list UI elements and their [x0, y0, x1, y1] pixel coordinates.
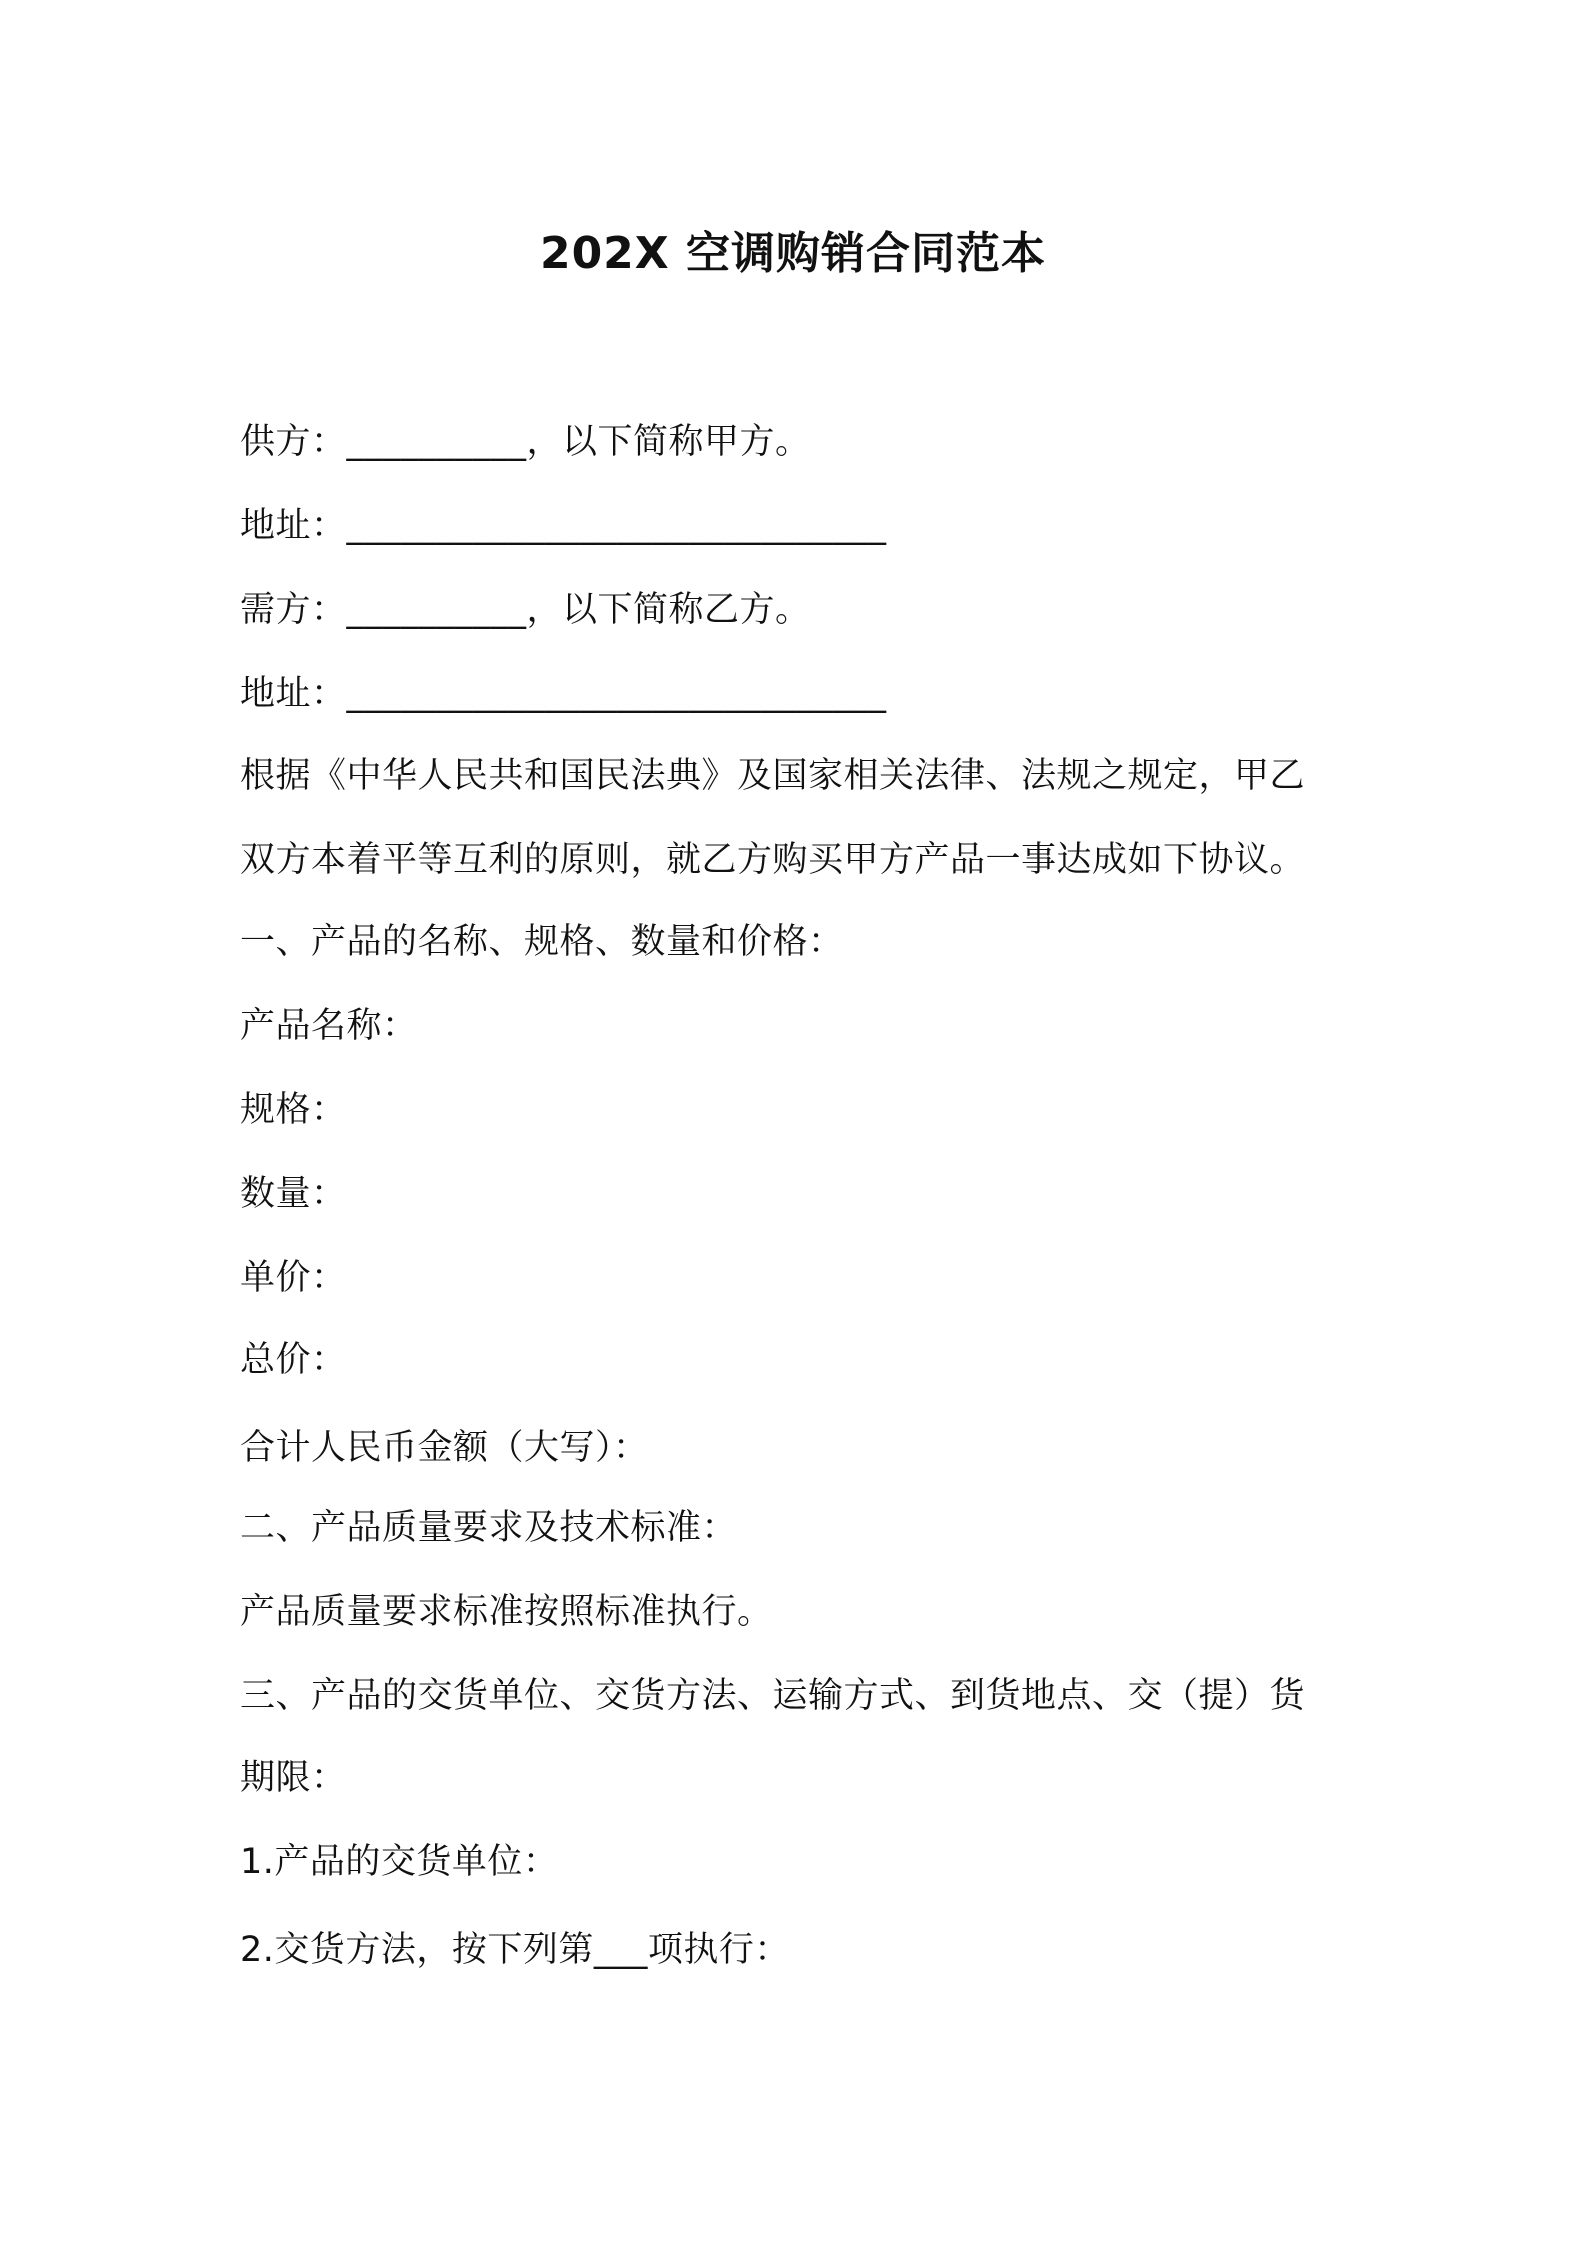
document-title: 202X 空调购销合同范本: [539, 228, 1047, 279]
buyer-line: 需方：__________，以下简称乙方。: [240, 590, 811, 630]
delivery-method-line: 2.交货方法，按下列第___项执行：: [240, 1930, 790, 1970]
spec-line: 规格：: [240, 1090, 347, 1130]
preamble-line-1: 根据《中华人民共和国民法典》及国家相关法律、法规之规定，甲乙: [240, 756, 1306, 796]
product-name-line: 产品名称：: [240, 1006, 418, 1046]
buyer-address-line: 地址：______________________________: [240, 674, 887, 714]
section-1-heading: 一、产品的名称、规格、数量和价格：: [240, 922, 844, 962]
preamble-line-2: 双方本着平等互利的原则，就乙方购买甲方产品一事达成如下协议。: [240, 840, 1306, 880]
quality-standard-line: 产品质量要求标准按照标准执行。: [240, 1592, 773, 1632]
total-rmb-line: 合计人民币金额（大写）：: [240, 1428, 649, 1468]
delivery-unit-line: 1.产品的交货单位：: [240, 1842, 559, 1882]
section-2-heading: 二、产品质量要求及技术标准：: [240, 1508, 738, 1548]
quantity-line: 数量：: [240, 1174, 347, 1214]
section-3-heading-1: 三、产品的交货单位、交货方法、运输方式、到货地点、交（提）货: [240, 1676, 1306, 1716]
supplier-address-line: 地址：______________________________: [240, 506, 887, 546]
section-3-heading-2: 期限：: [240, 1758, 347, 1798]
total-price-line: 总价：: [240, 1340, 347, 1380]
supplier-line: 供方：__________，以下简称甲方。: [240, 422, 811, 462]
unit-price-line: 单价：: [240, 1258, 347, 1298]
